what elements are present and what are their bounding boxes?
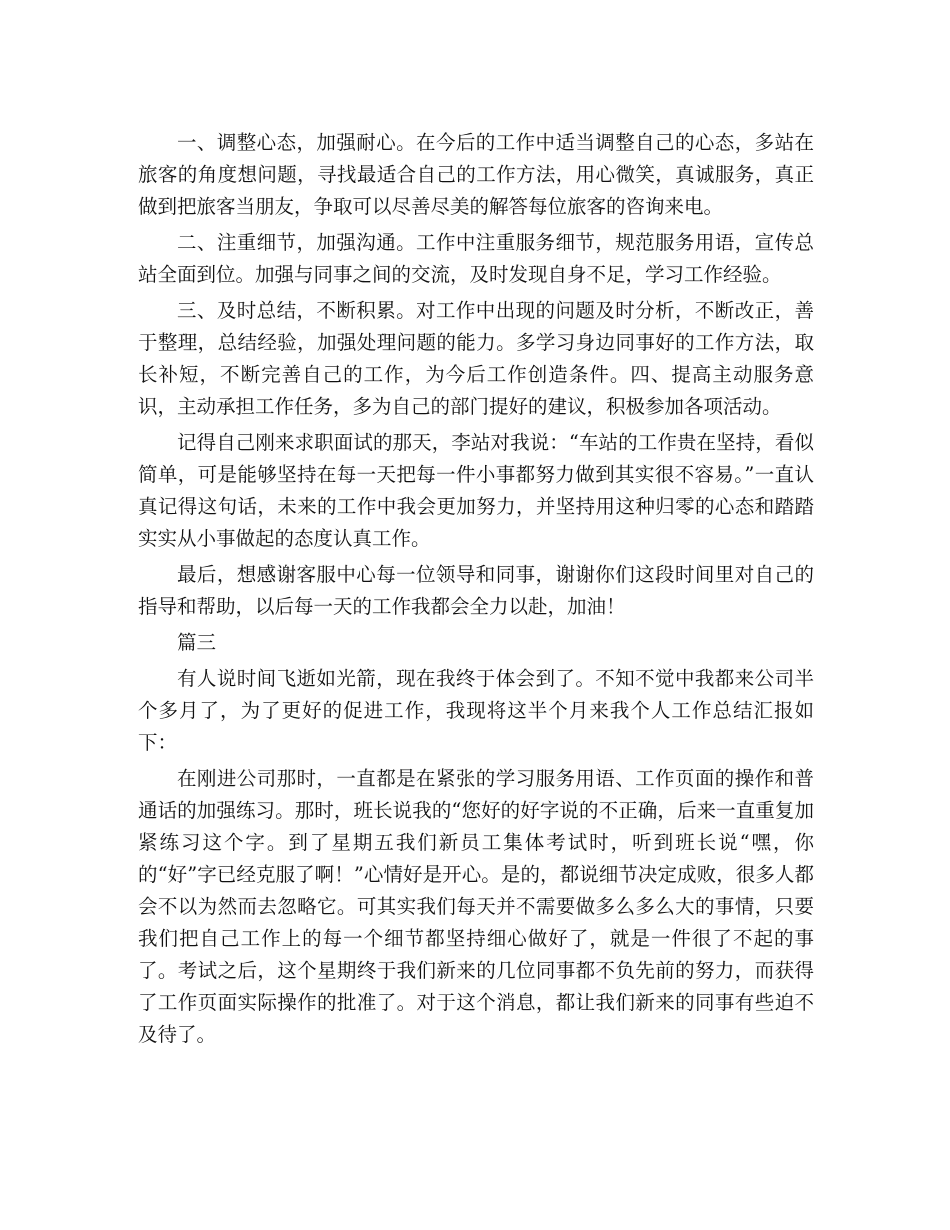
section-heading: 篇三	[177, 631, 217, 654]
paragraph-early-days: 在刚进公司那时，一直都是在紧张的学习服务用语、工作页面的操作和普通话的加强练习。那时，班长说我的“您好的好字说的不正确，后来一直重复加紧练习这个字。到了星期五我们新员工集体考试时，听到班长说“嘿，你的“好”字已经克服了啊！”心情好是开心。是的，都说细节决定成败，很多人都会不以为然而去忽略它。可其实我们每天并不需要做多么多么大的事情，只要我们把自己工作上的每一个细节都坚持细心做好了，就是一件很了不起的事了。考试之后，这个星期终于我们新来的几位同事都不负先前的努力，而获得了工作页面实际操作的批准了。对于这个消息，都让我们新来的同事有些迫不及待了。	[138, 767, 814, 1046]
paragraph-intro-part-three: 有人说时间飞逝如光箭，现在我终于体会到了。不知不觉中我都来公司半个多月了，为了更好的促进工作，我现将这半个月来我个人工作总结汇报如下：	[138, 667, 814, 754]
paragraph-adjust-mindset: 一、调整心态，加强耐心。在今后的工作中适当调整自己的心态，多站在旅客的角度想问题，寻找最适合自己的工作方法，用心微笑，真诚服务，真正做到把旅客当朋友，争取可以尽善尽美的解答每位旅客的咨询来电。	[138, 131, 814, 218]
paragraph-interview-memory: 记得自己刚来求职面试的那天，李站对我说：“车站的工作贵在坚持，看似简单，可是能够坚持在每一天把每一件小事都努力做到其实很不容易。”一直认真记得这句话，未来的工作中我会更加努力，并坚持用这种归零的心态和踏踏实实从小事做起的态度认真工作。	[138, 431, 814, 550]
paragraph-thanks: 最后，想感谢客服中心每一位领导和同事，谢谢你们这段时间里对自己的指导和帮助，以后每一天的工作我都会全力以赴，加油！	[138, 563, 814, 618]
document-body	[138, 127, 814, 1055]
paragraph-timely-summary: 三、及时总结，不断积累。对工作中出现的问题及时分析，不断改正，善于整理，总结经验，加强处理问题的能力。多学习身边同事好的工作方法，取长补短，不断完善自己的工作，为今后工作创造条件。四、提高主动服务意识，主动承担工作任务，多为自己的部门提好的建议，积极参加各项活动。	[138, 299, 814, 418]
paragraph-focus-details: 二、注重细节，加强沟通。工作中注重服务细节，规范服务用语，宣传总站全面到位。加强与同事之间的交流，及时发现自身不足，学习工作经验。	[138, 231, 814, 286]
